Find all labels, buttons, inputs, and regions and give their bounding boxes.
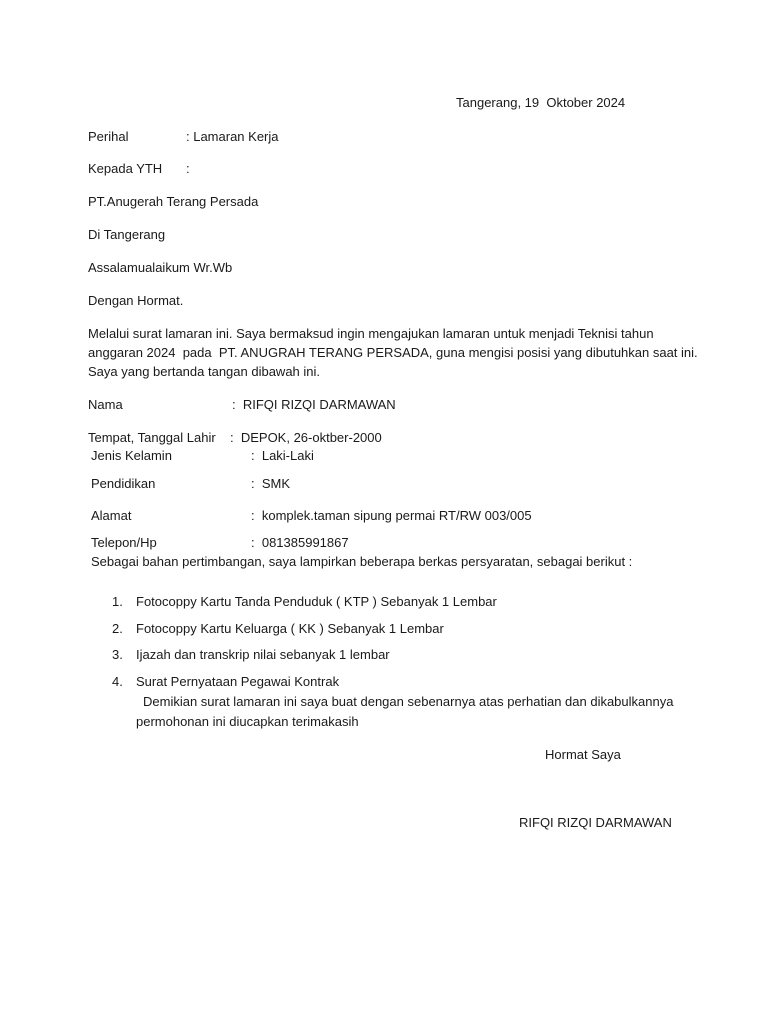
closing-line-2: permohonan ini diucapkan terimakasih — [136, 714, 359, 729]
recipient-label: Kepada YTH — [88, 161, 163, 176]
recipient-colon: : — [186, 161, 190, 176]
signature-name: RIFQI RIZQI DARMAWAN — [519, 815, 672, 830]
company-name: PT.Anugerah Terang Persada — [88, 194, 259, 209]
list-item: Fotocoppy Kartu Keluarga ( KK ) Sebanyak 1 Lembar — [136, 621, 444, 636]
list-item-number: 2. — [112, 621, 123, 636]
education-label: Pendidikan — [91, 476, 156, 491]
gender-label: Jenis Kelamin — [91, 448, 172, 463]
birth-label: Tempat, Tanggal Lahir — [88, 430, 216, 445]
list-item: Ijazah dan transkrip nilai sebanyak 1 lembar — [136, 647, 390, 662]
date-line: Tangerang, 19 Oktober 2024 — [456, 95, 626, 110]
greeting: Assalamualaikum Wr.Wb — [88, 260, 233, 275]
list-item: Fotocoppy Kartu Tanda Penduduk ( KTP ) Sebanyak 1 Lembar — [136, 594, 497, 609]
company-location: Di Tangerang — [88, 227, 166, 242]
birth-value: : DEPOK, 26-oktber-2000 — [230, 430, 382, 445]
subject-label: Perihal — [88, 129, 129, 144]
gender-value: : Laki-Laki — [251, 448, 314, 463]
list-item: Surat Pernyataan Pegawai Kontrak — [136, 674, 340, 689]
salutation: Dengan Hormat. — [88, 293, 184, 308]
attachments-intro: Sebagai bahan pertimbangan, saya lampirkan beberapa berkas persyaratan, sebagai berikut : — [91, 554, 633, 569]
education-value: : SMK — [251, 476, 291, 491]
intro-line-1: Melalui surat lamaran ini. Saya bermaksud ingin mengajukan lamaran untuk menjadi Teknisi tahun — [88, 326, 654, 341]
phone-label: Telepon/Hp — [91, 535, 157, 550]
list-item-number: 4. — [112, 674, 123, 689]
name-label: Nama — [88, 397, 123, 412]
list-item-number: 3. — [112, 647, 123, 662]
subject-value: : Lamaran Kerja — [186, 129, 279, 144]
name-value: : RIFQI RIZQI DARMAWAN — [232, 397, 396, 412]
address-label: Alamat — [91, 508, 132, 523]
regards: Hormat Saya — [545, 747, 621, 762]
intro-line-3: Saya yang bertanda tangan dibawah ini. — [88, 364, 321, 379]
list-item-number: 1. — [112, 594, 123, 609]
intro-line-2: anggaran 2024 pada PT. ANUGRAH TERANG PERSADA, guna mengisi posisi yang dibutuhkan saat ini. — [88, 345, 698, 360]
closing-line-1: Demikian surat lamaran ini saya buat dengan sebenarnya atas perhatian dan dikabulkannya — [143, 694, 674, 709]
phone-value: : 081385991867 — [251, 535, 349, 550]
address-value: : komplek.taman sipung permai RT/RW 003/005 — [251, 508, 532, 523]
